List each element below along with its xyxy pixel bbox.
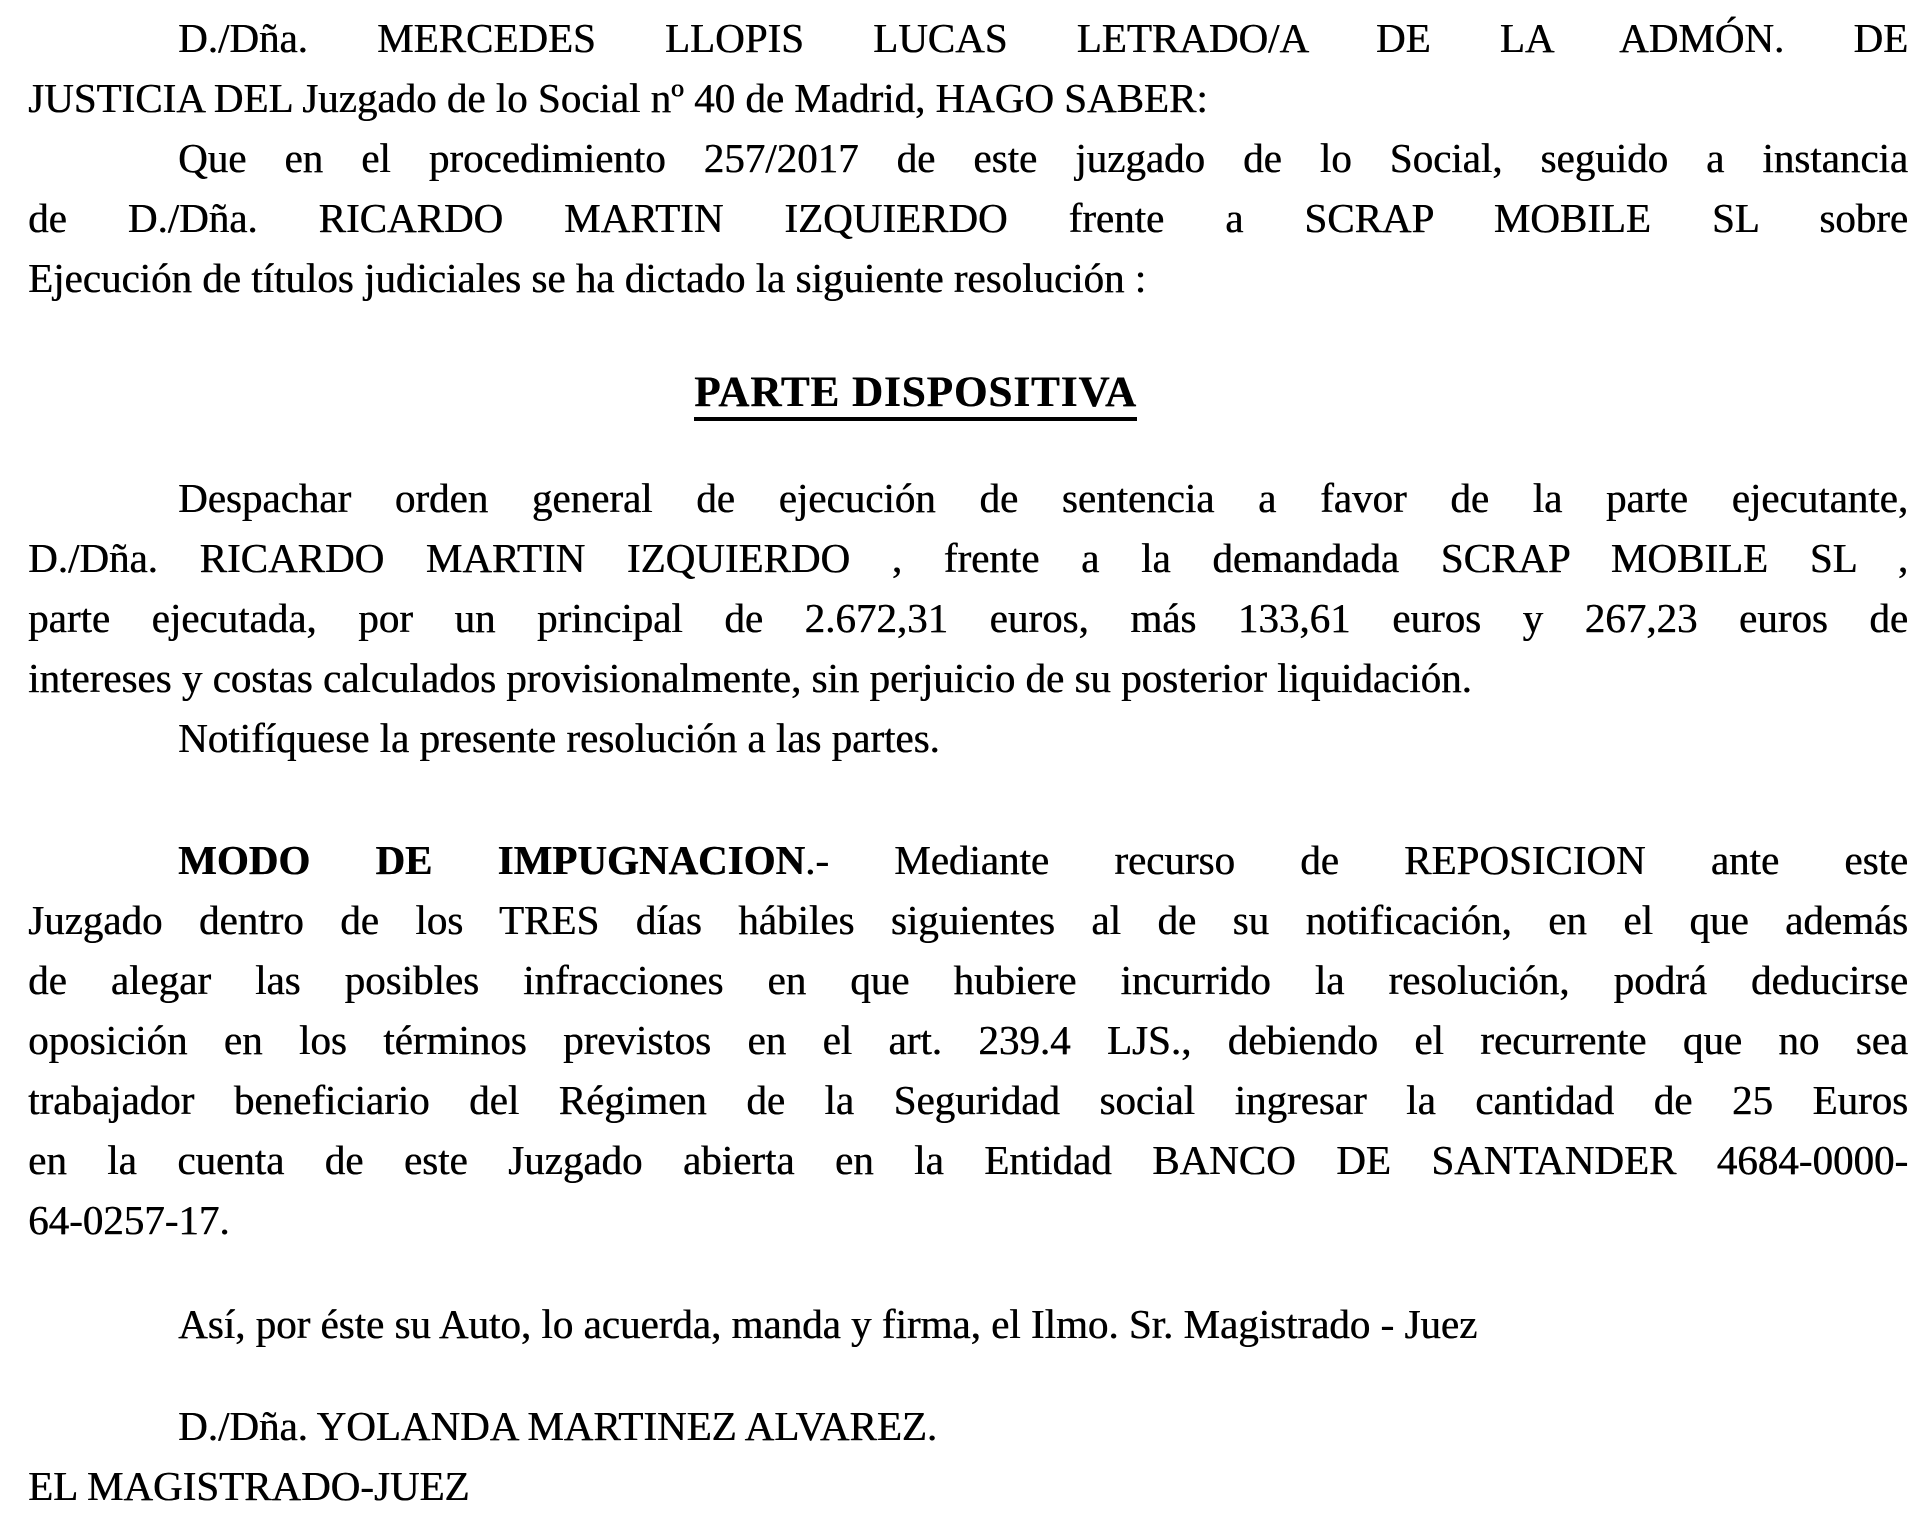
impugnacion-line: Juzgado dentro de los TRES días hábiles siguientes al de su notificación, en el que además — [28, 897, 1908, 943]
section-heading-row — [28, 362, 1908, 422]
impugnacion-line: en la cuenta de este Juzgado abierta en la Entidad BANCO DE SANTANDER 4684-0000- — [28, 1137, 1908, 1183]
dispositiva-line: D./Dña. RICARDO MARTIN IZQUIERDO , frente a la demandada SCRAP MOBILE SL , — [28, 535, 1908, 581]
signature-name: D./Dña. YOLANDA MARTINEZ ALVAREZ. — [178, 1403, 938, 1449]
intro-line: D./Dña. MERCEDES LLOPIS LUCAS LETRADO/A DE LA ADMÓN. DE — [178, 15, 1908, 61]
signature-role: EL MAGISTRADO-JUEZ — [28, 1463, 470, 1509]
dispositiva-section — [28, 468, 1908, 768]
impugnacion-label: MODO DE IMPUGNACION — [178, 837, 805, 883]
intro-line: Que en el procedimiento 257/2017 de este juzgado de lo Social, seguido a instancia — [178, 135, 1908, 181]
dispositiva-line: Despachar orden general de ejecución de sentencia a favor de la parte ejecutante, — [178, 475, 1908, 521]
impugnacion-line: 64-0257-17. — [28, 1197, 230, 1243]
intro-line: JUSTICIA DEL Juzgado de lo Social nº 40 de Madrid, HAGO SABER: — [28, 75, 1208, 121]
impugnacion-line: de alegar las posibles infracciones en que hubiere incurrido la resolución, podrá deducirse — [28, 957, 1908, 1003]
notify-line: Notifíquese la presente resolución a las partes. — [178, 715, 940, 761]
impugnacion-line: oposición en los términos previstos en el art. 239.4 LJS., debiendo el recurrente que no sea — [28, 1017, 1908, 1063]
section-heading: PARTE DISPOSITIVA — [694, 369, 1137, 421]
signature-block — [28, 1396, 1908, 1516]
impugnacion-line-rest: .- Mediante recurso de REPOSICION ante este — [805, 837, 1908, 883]
dispositiva-line: intereses y costas calculados provisionalmente, sin perjuicio de su posterior liquidación. — [28, 655, 1472, 701]
intro-line: de D./Dña. RICARDO MARTIN IZQUIERDO frente a SCRAP MOBILE SL sobre — [28, 195, 1908, 241]
impugnacion-line: trabajador beneficiario del Régimen de la Seguridad social ingresar la cantidad de 25 Euros — [28, 1077, 1908, 1123]
impugnacion-line — [28, 830, 1908, 890]
closing-line: Así, por éste su Auto, lo acuerda, manda y firma, el Ilmo. Sr. Magistrado - Juez — [178, 1301, 1478, 1347]
dispositiva-line: parte ejecutada, por un principal de 2.672,31 euros, más 133,61 euros y 267,23 euros de — [28, 595, 1908, 641]
intro-line: Ejecución de títulos judiciales se ha dictado la siguiente resolución : — [28, 255, 1147, 301]
impugnacion-section — [28, 830, 1908, 1250]
